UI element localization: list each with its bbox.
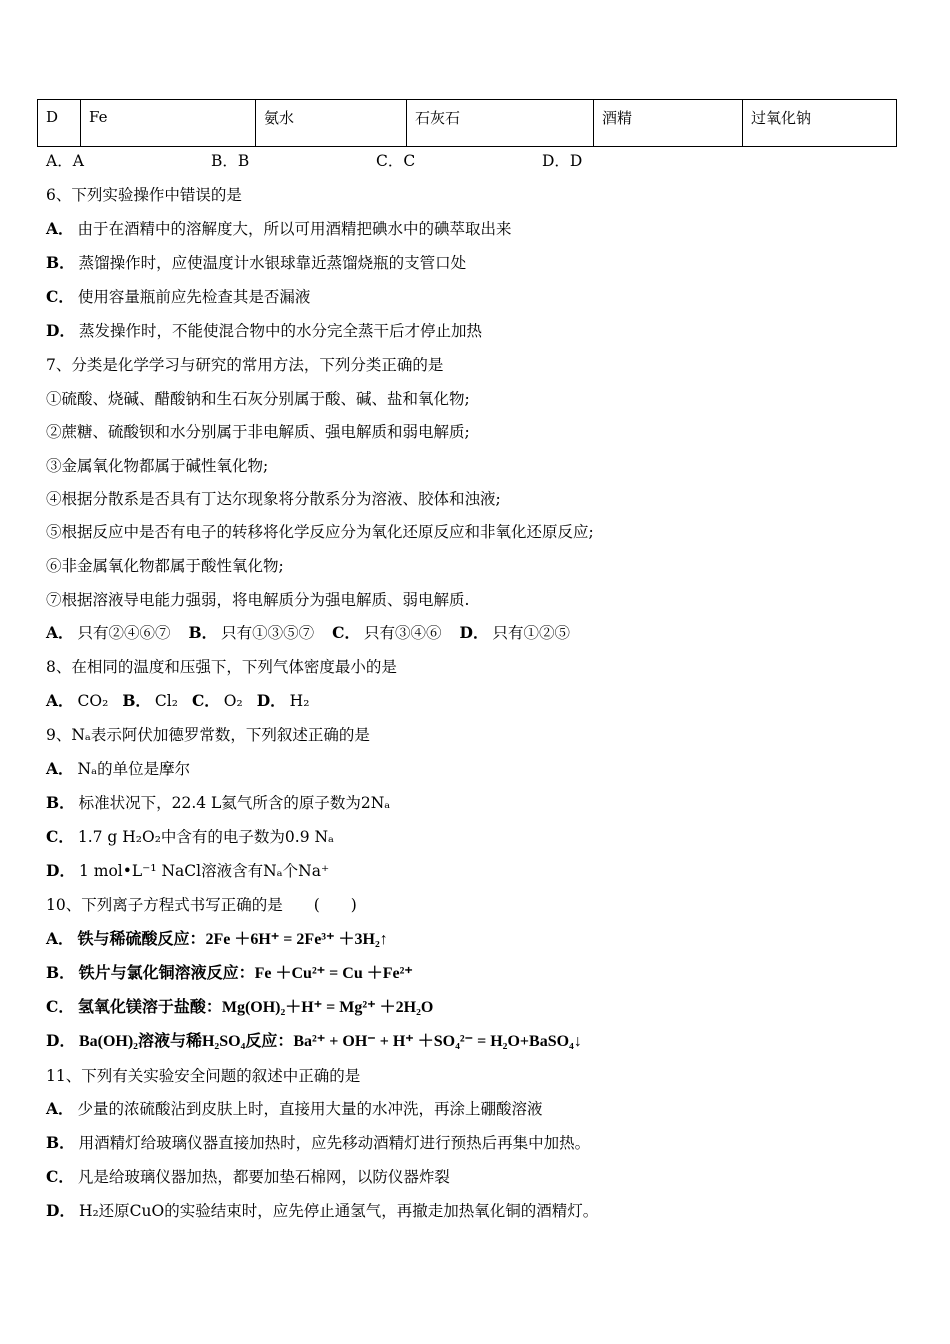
q10-option-c: C． 氢氧化镁溶于盐酸：Mg(OH)₂＋H⁺ = Mg²⁺ ＋2H₂O <box>46 997 434 1016</box>
table-cell: 过氧化钠 <box>743 100 897 147</box>
q10-stem: 10、下列离子方程式书写正确的是 ( ) <box>46 896 357 914</box>
q10-option-a: A． 铁与稀硫酸反应：2Fe ＋6H⁺ = 2Fe³⁺ ＋3H₂↑ <box>46 929 388 948</box>
q7-item-4: ④根据分散系是否具有丁达尔现象将分散系分为溶液、胶体和浊液; <box>46 490 501 508</box>
q7-item-2: ②蔗糖、硫酸钡和水分别属于非电解质、强电解质和弱电解质; <box>46 423 470 441</box>
q7-item-6: ⑥非金属氧化物都属于酸性氧化物; <box>46 557 284 575</box>
q6-stem: 6、下列实验操作中错误的是 <box>46 186 242 204</box>
q6-option-b: B． 蒸馏操作时，应使温度计水银球靠近蒸馏烧瓶的支管口处 <box>46 253 467 272</box>
q10-option-b: B． 铁片与氯化铜溶液反应：Fe ＋Cu²⁺ = Cu ＋Fe²⁺ <box>46 963 413 982</box>
q8-options: A． CO₂ B． Cl₂ C． O₂ D． H₂ <box>46 691 310 710</box>
q7-stem: 7、分类是化学学习与研究的常用方法，下列分类正确的是 <box>46 356 444 374</box>
q7-options: A． 只有②④⑥⑦ B． 只有①③⑤⑦ C． 只有③④⑥ D． 只有①②⑤ <box>46 623 570 642</box>
option-d: D．D <box>542 152 583 170</box>
q6-option-c: C． 使用容量瓶前应先检查其是否漏液 <box>46 287 311 306</box>
q11-option-a: A． 少量的浓硫酸沾到皮肤上时，直接用大量的水冲洗，再涂上硼酸溶液 <box>46 1099 543 1118</box>
q7-item-5: ⑤根据反应中是否有电子的转移将化学反应分为氧化还原反应和非氧化还原反应; <box>46 523 594 541</box>
q7-item-1: ①硫酸、烧碱、醋酸钠和生石灰分别属于酸、碱、盐和氧化物; <box>46 390 470 408</box>
table-cell: Fe <box>81 100 256 147</box>
q9-option-d: D． 1 mol•L⁻¹ NaCl溶液含有Nₐ个Na⁺ <box>46 861 330 880</box>
q11-option-b: B． 用酒精灯给玻璃仪器直接加热时，应先移动酒精灯进行预热后再集中加热。 <box>46 1133 591 1152</box>
q11-stem: 11、下列有关实验安全问题的叙述中正确的是 <box>46 1067 361 1085</box>
q11-option-c: C． 凡是给玻璃仪器加热，都要加垫石棉网，以防仪器炸裂 <box>46 1167 450 1186</box>
q7-item-7: ⑦根据溶液导电能力强弱，将电解质分为强电解质、弱电解质. <box>46 591 470 609</box>
table-row <box>38 100 897 147</box>
q10-option-d: D． Ba(OH)₂溶液与稀H₂SO₄反应：Ba²⁺ + OH⁻ + H⁺ ＋SO₄²⁻ = H₂O+BaSO₄↓ <box>46 1031 582 1050</box>
q8-stem: 8、在相同的温度和压强下，下列气体密度最小的是 <box>46 658 397 676</box>
q9-option-a: A． Nₐ的单位是摩尔 <box>46 759 191 778</box>
q9-option-b: B． 标准状况下，22.4 L氦气所含的原子数为2Nₐ <box>46 793 391 812</box>
options-table <box>37 99 897 147</box>
q9-stem: 9、Nₐ表示阿伏加德罗常数，下列叙述正确的是 <box>46 726 370 744</box>
q11-option-d: D． H₂还原CuO的实验结束时，应先停止通氢气，再撤走加热氧化铜的酒精灯。 <box>46 1201 599 1220</box>
q6-option-d: D． 蒸发操作时，不能使混合物中的水分完全蒸干后才停止加热 <box>46 321 482 340</box>
table-cell: D <box>38 100 81 147</box>
q5-options <box>46 151 582 171</box>
option-b: B．B <box>211 152 250 170</box>
table-cell: 氨水 <box>256 100 407 147</box>
table-cell: 酒精 <box>594 100 743 147</box>
q7-item-3: ③金属氧化物都属于碱性氧化物; <box>46 457 269 475</box>
q9-option-c: C． 1.7 g H₂O₂中含有的电子数为0.9 Nₐ <box>46 827 335 846</box>
option-c: C．C <box>376 152 416 170</box>
q6-option-a: A． 由于在酒精中的溶解度大，所以可用酒精把碘水中的碘萃取出来 <box>46 219 512 238</box>
option-a: A．A <box>46 152 84 170</box>
table-cell: 石灰石 <box>407 100 594 147</box>
